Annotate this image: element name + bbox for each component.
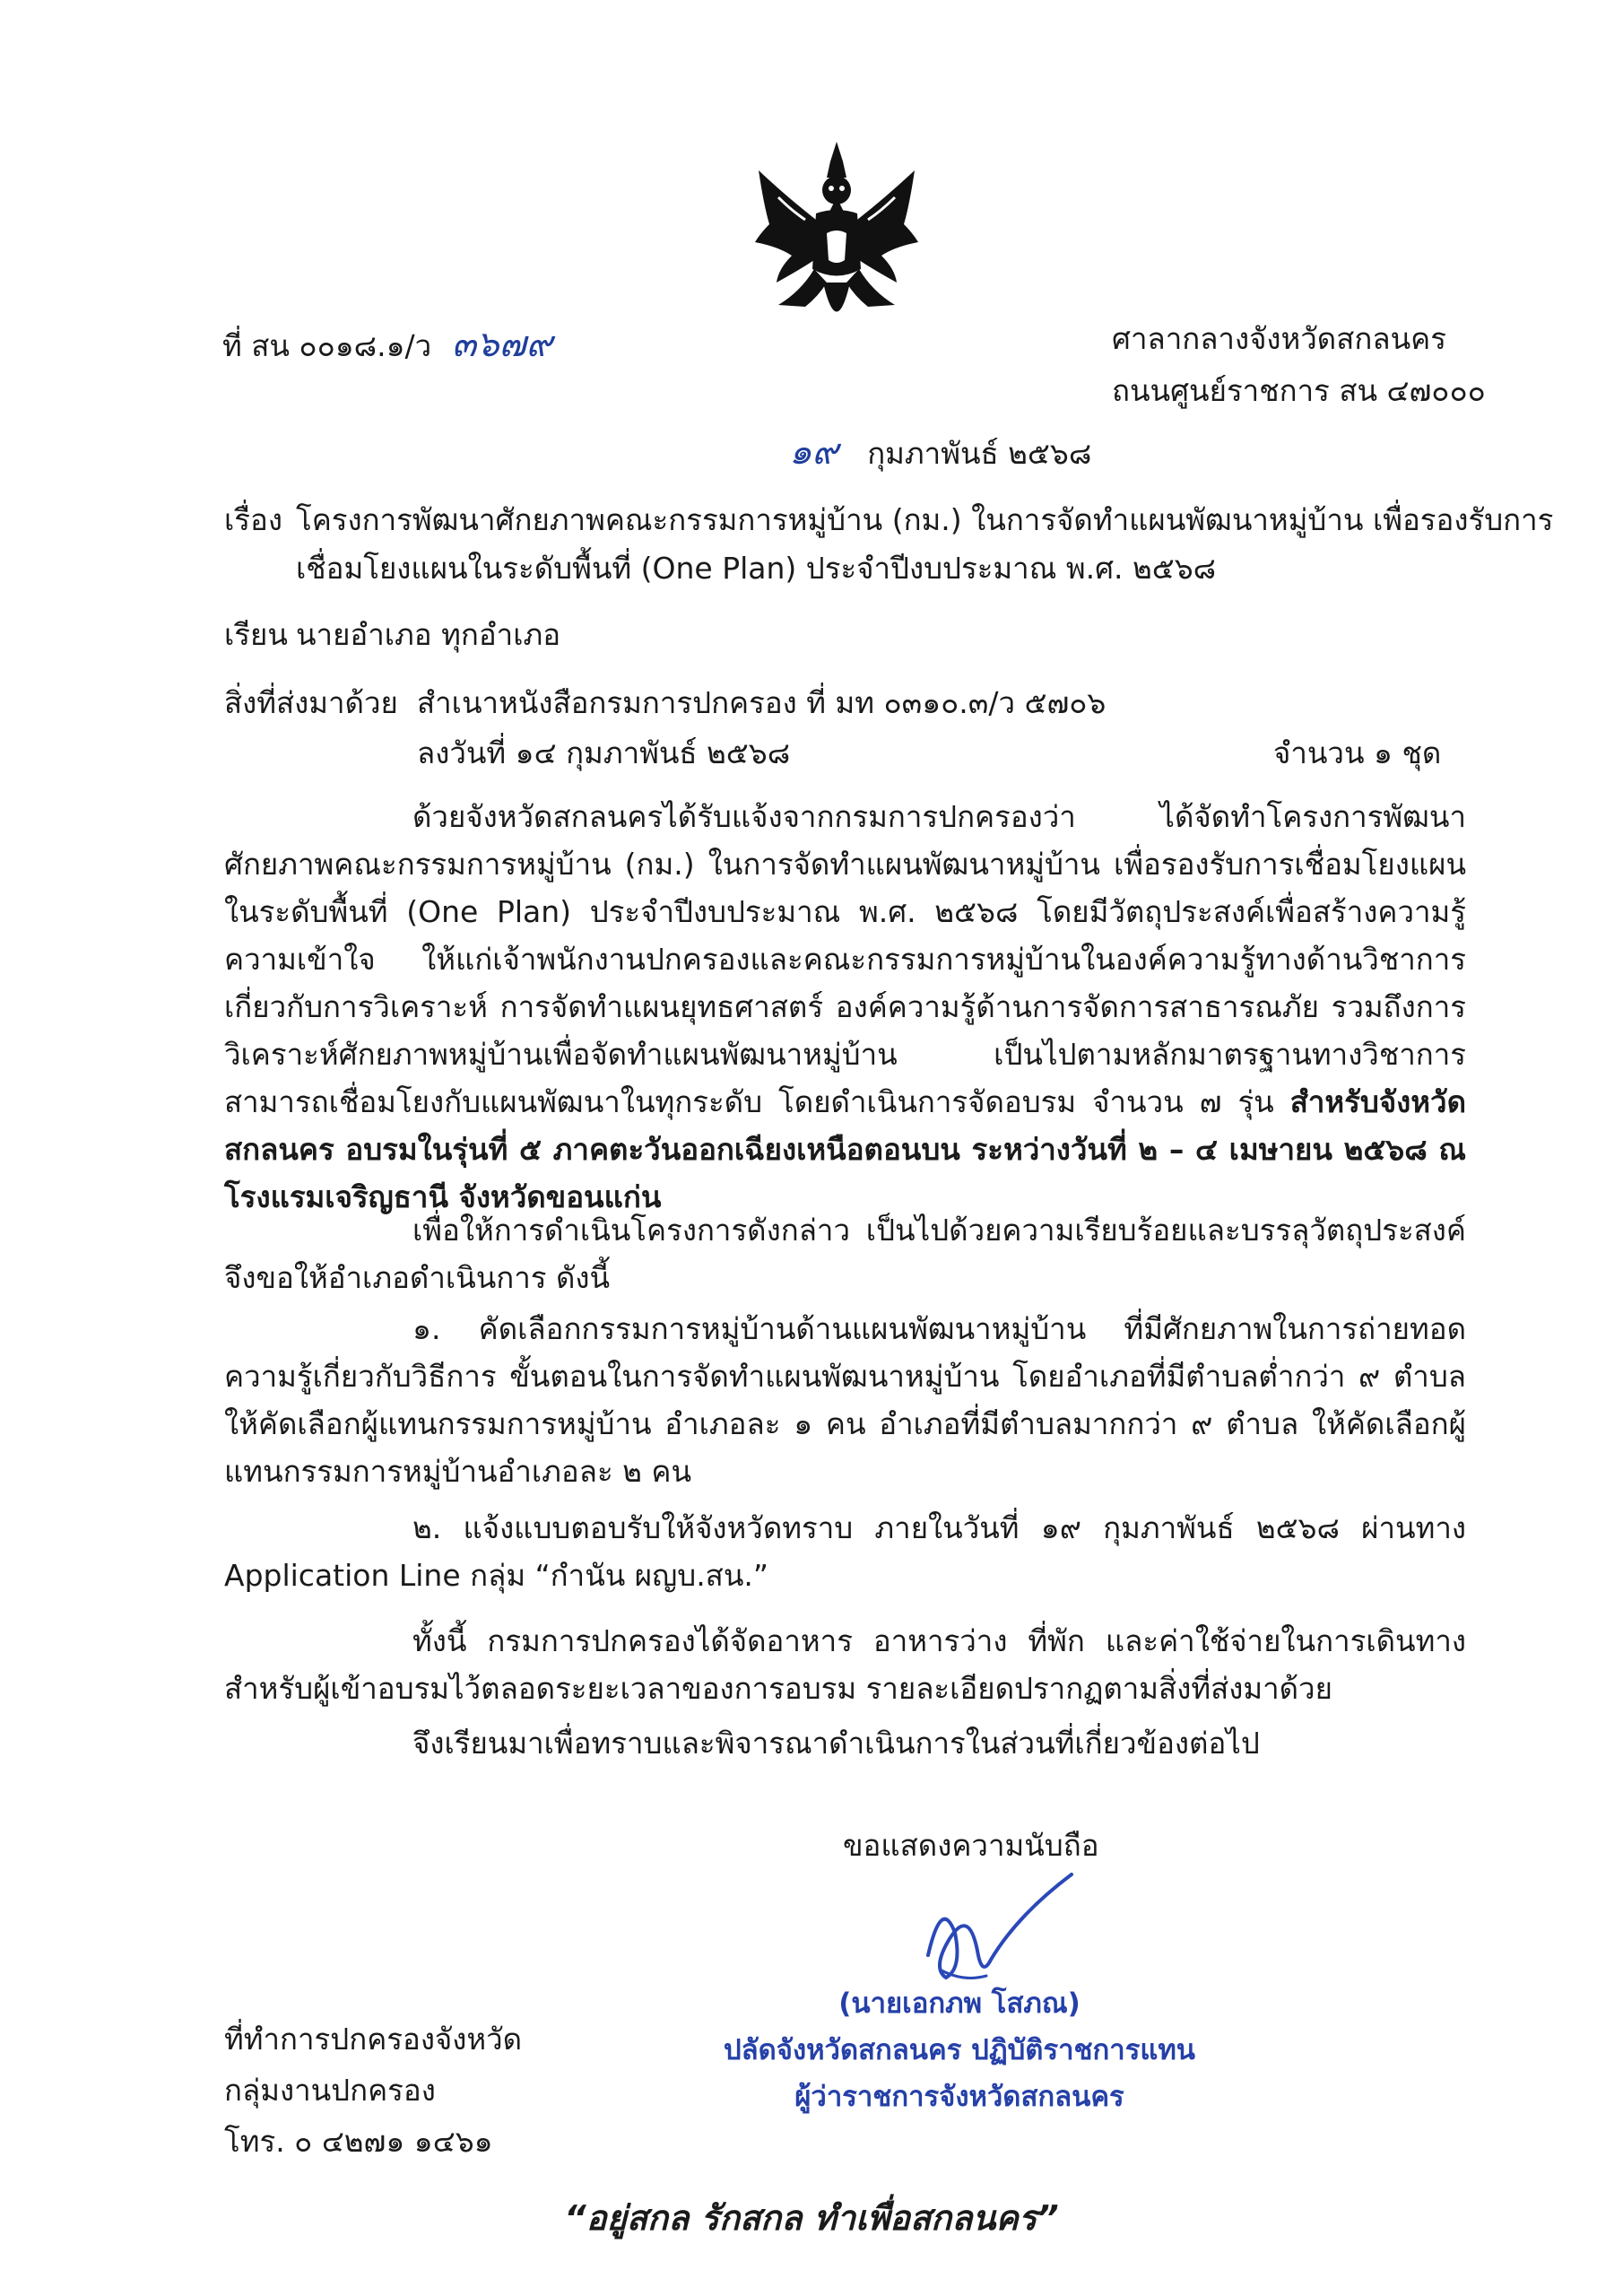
item-1-text: ๑. คัดเลือกกรรมการหมู่บ้านด้านแผนพัฒนาหมู่บ้าน ที่มีศักยภาพในการถ่ายทอดความรู้เกี่ยวกับวิธีการ ขั้นตอนในการจัดทำแผนพัฒนาหมู่บ้าน โดยอำเภอที่มีตำบลต่ำกว่า ๙ ตำบล ให้คัดเลือกผู้แทนกรรมการหมู่บ้าน อำเภอละ ๑ คน อำเภอที่มีตำบลมากกว่า ๙ ตำบล ให้คัดเลือกผู้แทนกรรมการหมู่บ้านอำเภอละ ๒ คน [224,1311,1466,1489]
signatory-name: (นายเอกภพ โสภณ) [838,1987,1081,2020]
reference-number [222,321,552,370]
item-2-text: ๒. แจ้งแบบตอบรับให้จังหวัดทราบ ภายในวันที่ ๑๙ กุมภาพันธ์ ๒๕๖๘ ผ่านทาง Application Line กลุ่ม “กำนัน ผญบ.สน.” [224,1510,1466,1593]
attachment-quantity: จำนวน ๑ ชุด [1273,735,1442,770]
body-paragraph-1 [224,793,1466,1221]
office-address-line1: ศาลากลางจังหวัดสกลนคร [1112,321,1446,356]
letter-date [789,429,1091,477]
salutation-recipient: นายอำเภอ ทุกอำเภอ [296,617,561,652]
footer-office-2: กลุ่มงานปกครอง [224,2073,436,2108]
subject-line1: โครงการพัฒนาศักยภาพคณะกรรมการหมู่บ้าน (กม.) ในการจัดทำแผนพัฒนาหมู่บ้าน เพื่อรองรับการ [296,502,1554,537]
paragraph-1-text: ด้วยจังหวัดสกลนครได้รับแจ้งจากกรมการปกครองว่า ได้จัดทำโครงการพัฒนาศักยภาพคณะกรรมการหมู่บ้าน (กม.) ในการจัดทำแผนพัฒนาหมู่บ้าน เพื่อรองรับการเชื่อมโยงแผนในระดับพื้นที่ (One Plan) ประจำปีงบประมาณ พ.ศ. ๒๕๖๘ โดยมีวัตถุประสงค์เพื่อสร้างความรู้ ความเข้าใจ ให้แก่เจ้าพนักงานปกครองและคณะกรรมการหมู่บ้านในองค์ความรู้ทางด้านวิชาการเกี่ยวกับการวิเคราะห์ การจัดทำแผนยุทธศาสตร์ องค์ความรู้ด้านการจัดการสาธารณภัย รวมถึงการวิเคราะห์ศักยภาพหมู่บ้านเพื่อจัดทำแผนพัฒนาหมู่บ้าน เป็นไปตามหลักมาตรฐานทางวิชาการ สามารถเชื่อมโยงกับแผนพัฒนาในทุกระดับ โดยดำเนินการจัดอบรม จำนวน ๗ รุ่น [224,799,1466,1119]
body-paragraph-3 [224,1617,1466,1712]
office-address-line2: ถนนศูนย์ราชการ สน ๔๗๐๐๐ [1112,373,1486,408]
attachment-line1: สำเนาหนังสือกรมการปกครอง ที่ มท ๐๓๑๐.๓/ว ๕๗๐๖ [417,685,1107,720]
footer-phone: โทร. ๐ ๔๒๗๑ ๑๔๖๑ [224,2124,493,2159]
paragraph-2-text: เพื่อให้การดำเนินโครงการดังกล่าว เป็นไปด้วยความเรียบร้อยและบรรลุวัตถุประสงค์ จึงขอให้อำเภอดำเนินการ ดังนี้ [224,1213,1466,1295]
date-day-handwritten: ๑๙ [789,431,838,473]
paragraph-3-text: ทั้งนี้ กรมการปกครองได้จัดอาหาร อาหารว่าง ที่พัก และค่าใช้จ่ายในการเดินทางสำหรับผู้เข้าอบรมไว้ตลอดระยะเวลาของการอบรม รายละเอียดปรากฏตามสิ่งที่ส่งมาด้วย [224,1623,1466,1706]
closing-sentence: จึงเรียนมาเพื่อทราบและพิจารณาดำเนินการในส่วนที่เกี่ยวข้องต่อไป [412,1726,1260,1761]
salutation-label: เรียน [224,617,288,652]
date-month-year: กุมภาพันธ์ ๒๕๖๘ [867,436,1092,471]
garuda-emblem [751,135,922,341]
subject-line2: เชื่อมโยงแผนในระดับพื้นที่ (One Plan) ประจำปีงบประมาณ พ.ศ. ๒๕๖๘ [296,551,1217,586]
footer-office-1: ที่ทำการปกครองจังหวัด [224,2022,523,2057]
signatory-position-1: ปลัดจังหวัดสกลนคร ปฏิบัติราชการแทน [724,2034,1195,2066]
paragraph-1-bold: สำหรับจังหวัดสกลนคร อบรมในรุ่นที่ ๕ ภาคตะวันออกเฉียงเหนือตอนบน ระหว่างวันที่ ๒ – ๔ เมษายน ๒๕๖๘ ณ โรงแรมเจริญธานี จังหวัดขอนแก่น [224,1084,1466,1214]
handwritten-signature [892,1870,1098,1996]
garuda-emblem-graphic [751,135,922,341]
provincial-motto: “อยู่สกล รักสกล ทำเพื่อสกลนคร” [564,2198,1059,2238]
reference-prefix: ที่ สน ๐๐๑๘.๑/ว [222,328,432,363]
signatory-position-2: ผู้ว่าราชการจังหวัดสกลนคร [794,2081,1124,2113]
attachment-line2: ลงวันที่ ๑๔ กุมภาพันธ์ ๒๕๖๘ [417,735,791,770]
regards-text: ขอแสดงความนับถือ [843,1828,1099,1863]
subject-label: เรื่อง [224,502,282,537]
body-item-1 [224,1305,1466,1495]
body-paragraph-2 [224,1206,1466,1301]
reference-number-handwritten: ๓๖๗๙ [451,324,552,365]
body-item-2 [224,1504,1466,1599]
attachment-label: สิ่งที่ส่งมาด้วย [224,685,398,720]
